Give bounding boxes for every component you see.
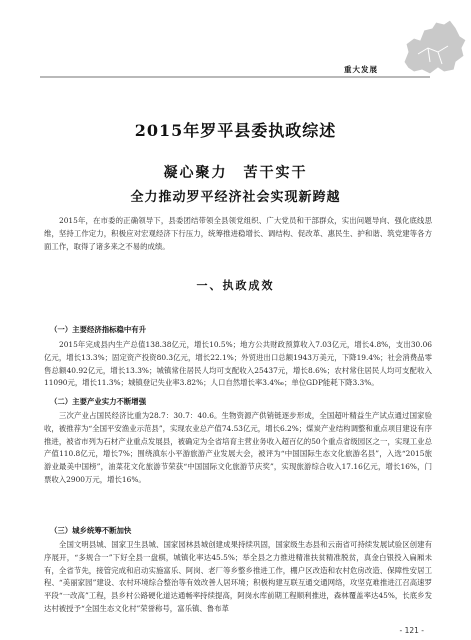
- subsection-heading-2: （二）主要产业实力不断增强: [50, 397, 147, 406]
- page-header: [0, 0, 471, 80]
- subtitle-line-2: 全力推动罗平经济社会实现新跨越: [130, 190, 341, 205]
- subtitle-line-1: 凝心聚力 苦干实干: [163, 165, 308, 181]
- section-tag: 重大发展: [344, 65, 378, 74]
- subsection-heading-3: （三）城乡统筹不断加快: [50, 526, 132, 535]
- subsection-paragraph-3: 全国文明县城、国家卫生县城、国家园林县城创建成果持续巩固，国家级生态县和云南省可持续发展试验区创建有序展开，“多规合一”下好全县一盘棋，城镇化率达45.5%；举全县之力推进精准扶贫精准脱贫，真金白银投入扁厢未有，全省节先，接管完成和启动实施富乐、阿岗、老厂等乡整乡推进工作，棚户区改造和农村危房改造、保障性安居工程、“美丽家园”建设、农村环境综合整治等有效改善人居环境；积极构建互联互通交通网络，攻坚克难推进江召高速罗平段“一改高”工程，县乡村公路硬化道达通畅率持续提高，阿岗水库前期工程顺利推进，森林覆盖率达45%，长底乡发达村被授予“全国生态文化村”荣誉称号，富乐镇、鲁布革: [44, 540, 432, 613]
- page-number: - 121 -: [399, 626, 424, 635]
- intro-paragraph: 2015年，在市委的正确领导下，县委团结带领全县领党组织、广大党员和干部群众，实出问题导向、强化底线思维，坚持工作定力，积极应对宏观经济下行压力，统筹推进稳增长、调结构、促改革、惠民生、护和谐、筑党建等各方面工作，取得了诸多来之不易的成绩。: [44, 216, 432, 251]
- subsection-paragraph-2: 三次产业占国民经济比重为28.7：30.7：40.6。生物资源产供销链逐步形成，全国超叶精益生产试点通过国家验收，被推荐为“全国平安渔业示范县”，实现农业总产值74.53亿元，增长6.2%；煤炭产业结构调整和重点项目建设有序推进，被省市列为石材产业重点发展县，被确定为全省培育主营业务收入超百亿的50个重点省级园区之一，实现工业总产值110.8亿元，增长7%；围绕滇东小平游旅游产业发展大会，被评为“中国国际生态文化旅游名县”，入选“2015旅游业最美中国榜”，油菜花文化旅游节荣获“中国国际文化旅游节庆奖”，实现旅游综合收入17.16亿元，增长16%，门票收入2900万元，增长16%。: [44, 411, 432, 484]
- header-divider: [40, 76, 430, 78]
- section-heading: 一、执政成效: [196, 279, 275, 292]
- county-map-icon: [398, 18, 468, 76]
- page-title: 2015年罗平县委执政综述: [134, 121, 337, 140]
- subsection-heading-1: （一）主要经济指标稳中有升: [50, 325, 147, 334]
- subsection-paragraph-1: 2015年完成县内生产总值138.38亿元，增长10.5%；地方公共财政预算收入7.03亿元，增长4.8%，支出30.06亿元，增长13.3%；固定资产投资80.3亿元，增长22.1%；外贸进出口总额1943万美元，下降19.4%；社会消费品零售总额40.92亿元，增长13.3%；城镇常住居民人均可支配收入25437元，增长8.6%；农村常住居民人均可支配收入11090元，增长11.3%；城镇登记失业率3.82%；人口自然增长率3.4‰；单位GDP能耗下降3.3%。: [44, 340, 432, 388]
